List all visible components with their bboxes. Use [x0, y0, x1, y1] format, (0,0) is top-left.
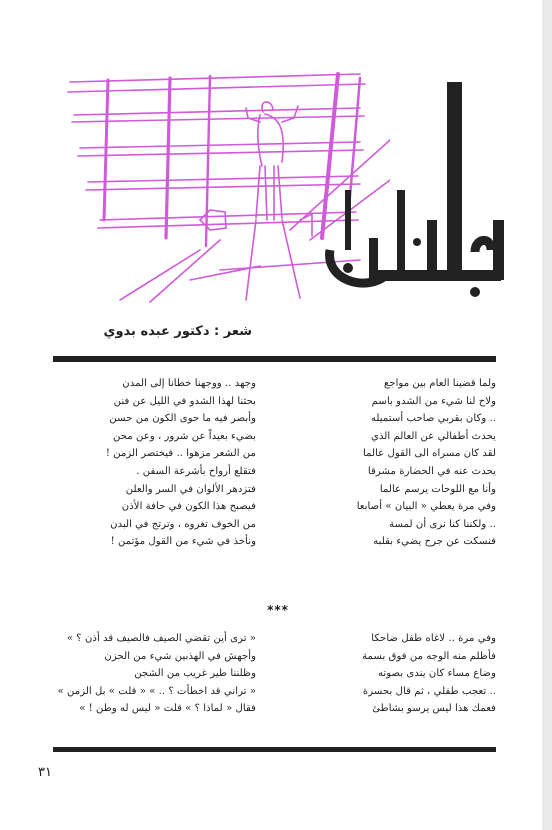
- verse-line: ولاح لنا شيء من الشدو باسم: [371, 395, 496, 407]
- section-divider-stars: ***: [267, 603, 289, 617]
- verse-line: فأظلم منه الوجه من فوق بسمة: [362, 650, 496, 662]
- verse-line: بحثنا لهذا الشدو في الليل عن فنن: [113, 395, 256, 407]
- verse-line: .. ولكننا كنا نرى أن لمسة: [389, 518, 496, 530]
- bottom-rule: [53, 747, 496, 752]
- verse-line: فقال « لماذا ؟ » قلت « ليس له وطن ! »: [79, 703, 256, 715]
- verse-line: وضاع مساء كان يندى بصوته: [377, 668, 496, 680]
- verse-line: وفي مرة يعطي « البيان » أصابعا: [356, 501, 496, 513]
- verse-line: فتزدهر الألوان في السر والعلن: [125, 483, 256, 495]
- verse-line: يحدث عنه في الحضارة مشرقا: [367, 465, 496, 477]
- verse-line: وأبصر فيه ما حوى الكون من حسن: [109, 413, 256, 425]
- page-edge: [542, 0, 552, 830]
- verse-line: .. تعجب طفلي ، ثم قال بحسرة: [362, 685, 496, 697]
- verse-line: فعمك هذا ليس يرسو بشاطئ: [372, 703, 496, 715]
- verse-line: بضيء بعيداً عن شرور ، وعن محن: [112, 430, 256, 442]
- poem-section2-left-column: [48, 630, 256, 718]
- verse-line: يحدث أطفالي عن العالم الذي: [370, 430, 496, 442]
- verse-line: .. وكان بقربي صاحب أستميله: [370, 413, 496, 425]
- verse-line: من الخوف تغروه ، وترتج في البدن: [110, 518, 256, 530]
- verse-line: لقد كان مسراه الى القول عالما: [362, 448, 496, 460]
- verse-line: وأجهش في الهذبين شيء من الحزن: [104, 650, 256, 662]
- verse-line: فنسكت عن جرح يضيء بقلبه: [373, 536, 496, 548]
- poem-section1-right-column: [296, 375, 496, 551]
- verse-line: من الشعر مزهوا .. فيختصر الزمن !: [105, 448, 256, 460]
- verse-line: ونأخذ في شيء من القول مؤتمن !: [110, 536, 256, 548]
- verse-line: « ترى أين تقضي الصيف فالصيف قد أذن ؟ »: [66, 633, 256, 644]
- verse-line: فيصبح هذا الكون في حافة الأذن: [121, 501, 256, 513]
- verse-line: ولما قضينا العام بين مواجع: [383, 378, 496, 389]
- poem-section2-right-column: [296, 630, 496, 718]
- poem-section1-left-column: [48, 375, 256, 551]
- verse-line: فتقلع أرواح بأشرعة السفن .: [136, 465, 256, 477]
- verse-line: وأنا مع اللوحات يرسم عالما: [379, 483, 496, 495]
- byline: شعر : دكتور عبده بدوي: [103, 324, 252, 339]
- verse-line: وظلننا طير غريب من الشجن: [134, 668, 256, 680]
- verse-line: وجهد .. ووجهنا خطانا إلى المدن: [122, 378, 256, 389]
- page-number: ٣١: [38, 765, 52, 780]
- top-rule: [53, 356, 496, 362]
- verse-line: وفي مرة .. لاغاه طفل ضاحكا: [371, 633, 496, 644]
- title-calligraphy: [325, 70, 510, 300]
- verse-line: « تراني قد اخطأت ؟ .. » « قلت » بل الزمن »: [57, 685, 256, 697]
